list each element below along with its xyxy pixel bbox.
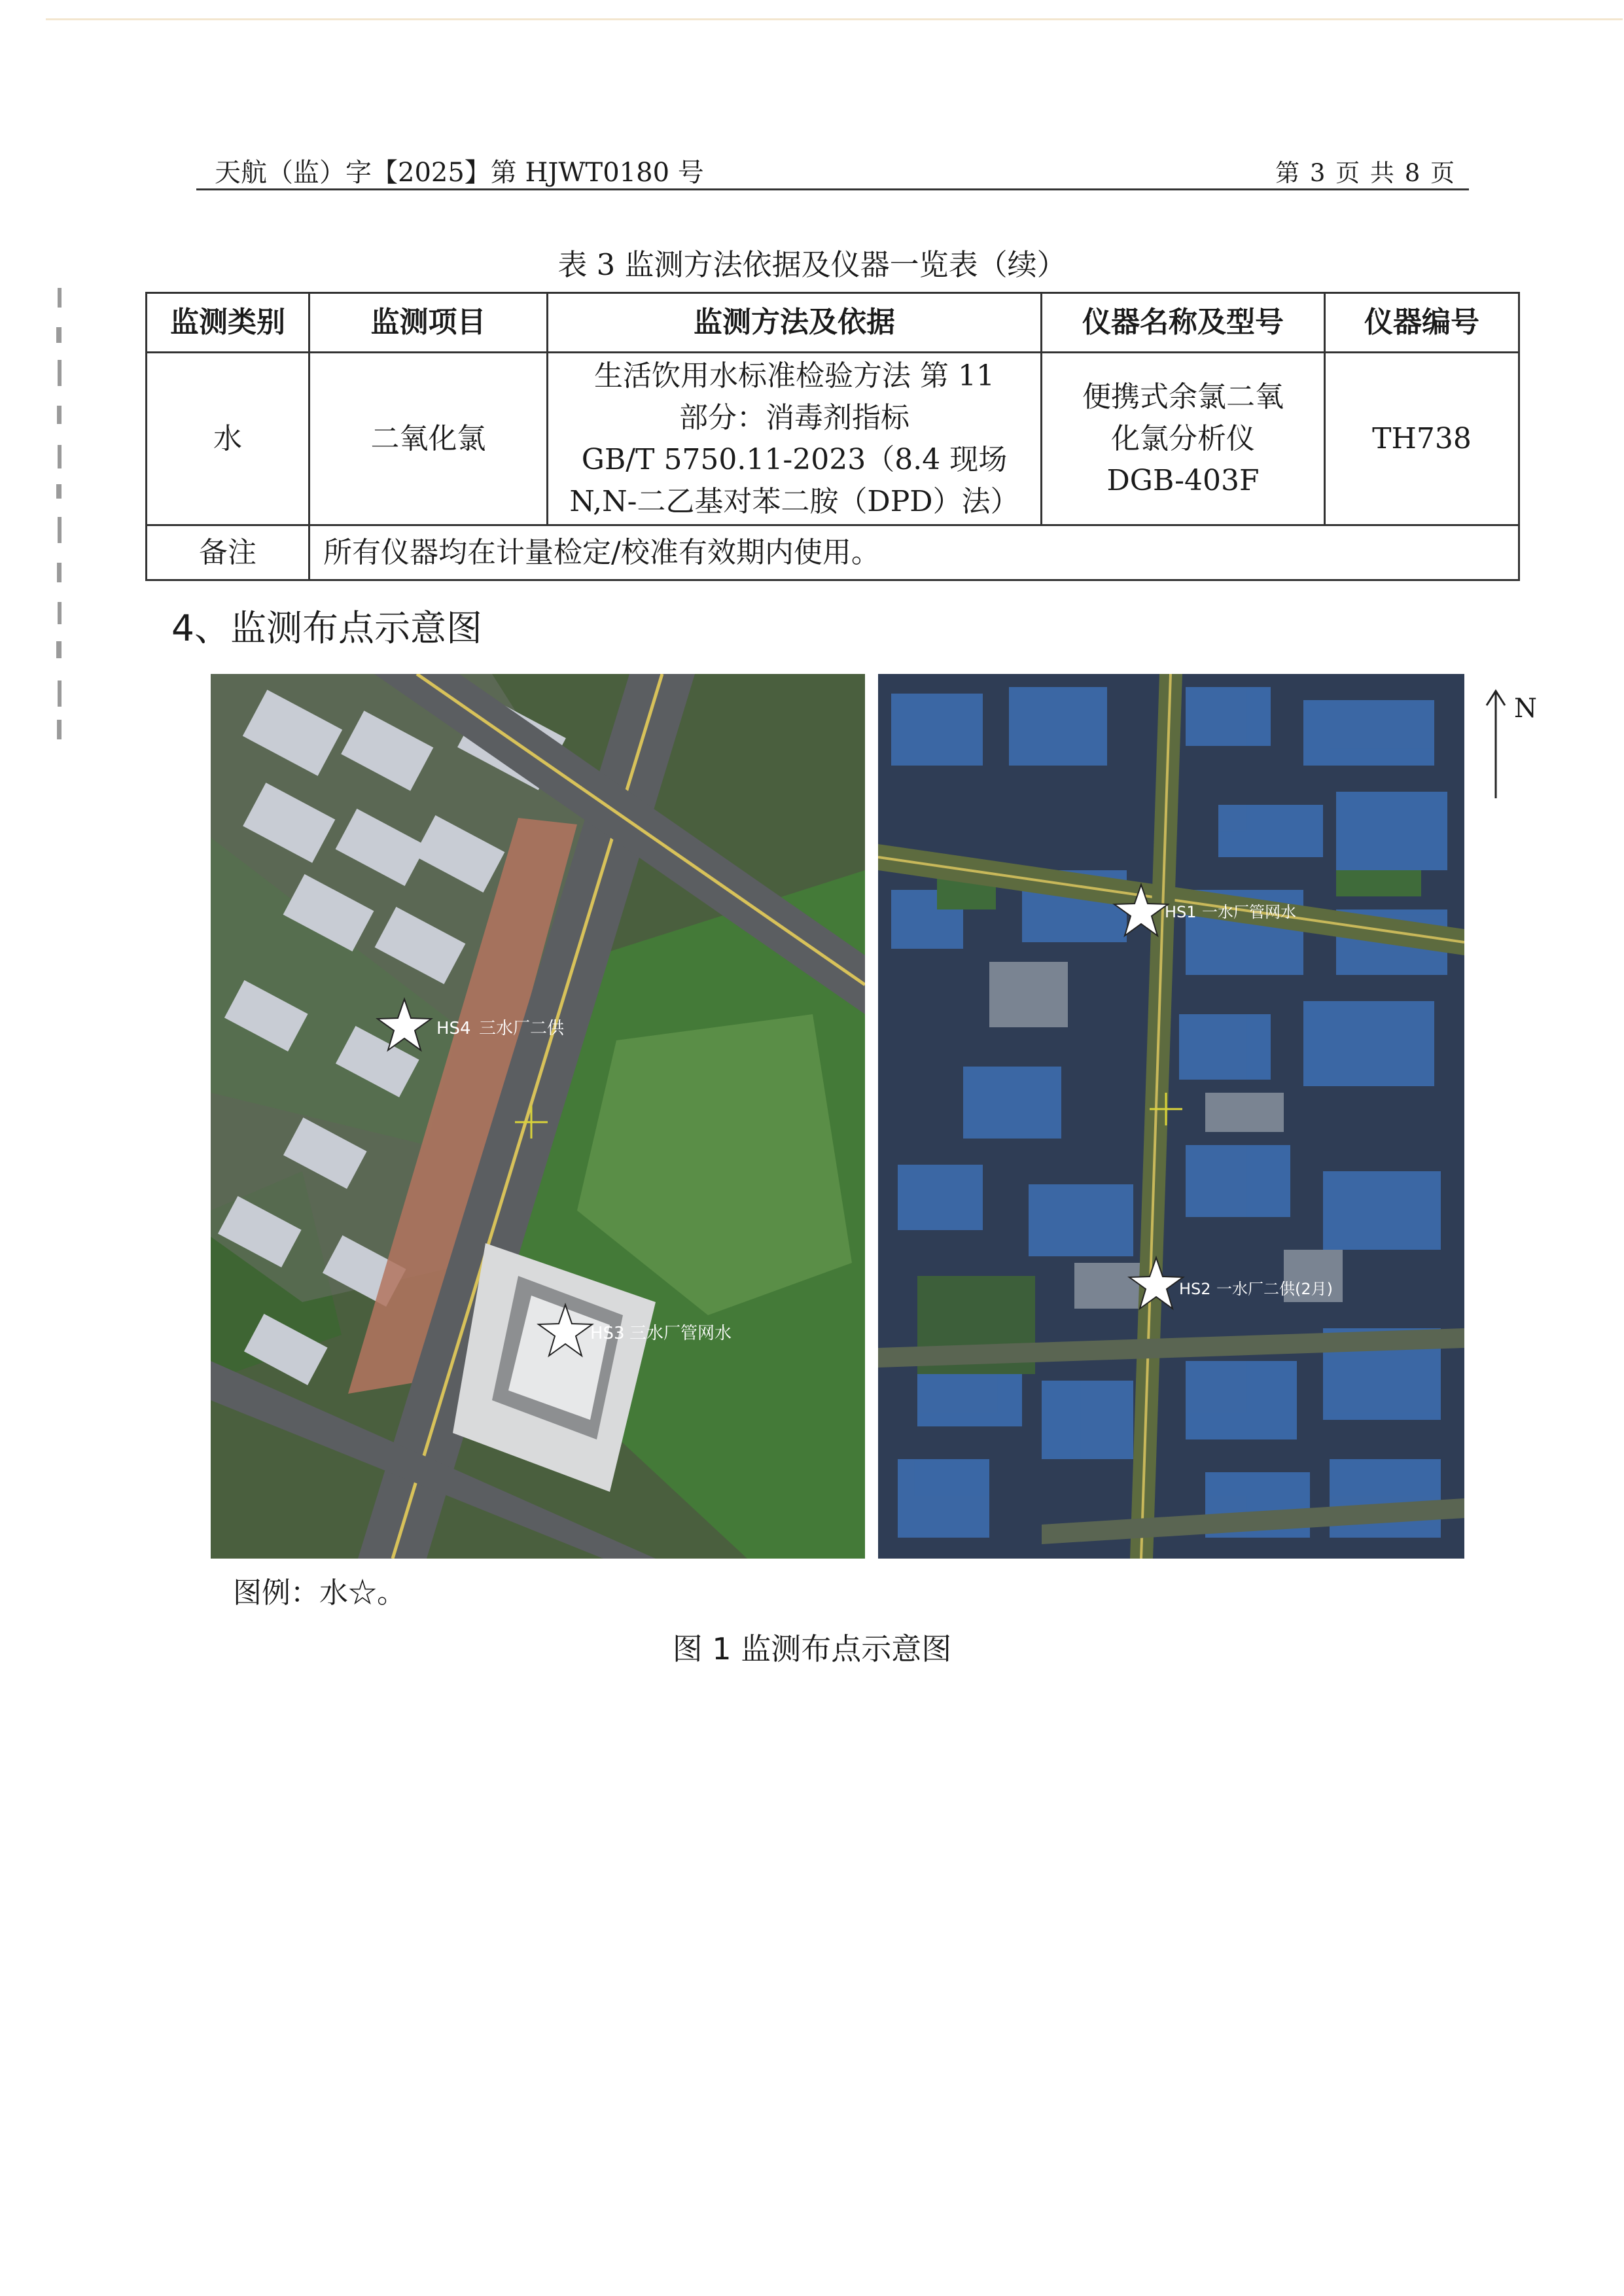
column-header: 监测项目 <box>309 293 548 353</box>
right-satellite-map <box>878 674 1464 1559</box>
instrument-line: 便携式余氯二氧 <box>1082 380 1284 414</box>
hs1-code: HS1 <box>1165 903 1197 921</box>
hs2-label: 一水厂二供(2月) <box>1216 1280 1333 1298</box>
category-cell: 水 <box>147 353 309 525</box>
column-header: 监测方法及依据 <box>548 293 1042 353</box>
section-title: 4、监测布点示意图 <box>171 607 482 649</box>
remark-text: 所有仪器均在计量检定/校准有效期内使用。 <box>309 525 1519 580</box>
column-header: 监测类别 <box>147 293 309 353</box>
page-indicator: 第 3 页 共 8 页 <box>1275 159 1456 187</box>
hs4-code: HS4 <box>436 1019 471 1038</box>
hs1-label: 一水厂管网水 <box>1202 903 1296 921</box>
column-header: 仪器名称及型号 <box>1042 293 1325 353</box>
top-edge-line <box>46 18 1623 20</box>
north-label: N <box>1514 694 1537 724</box>
table-header-row <box>147 293 1519 353</box>
left-satellite-map <box>211 674 865 1559</box>
table-row <box>147 353 1519 525</box>
monitoring-methods-table <box>145 292 1520 581</box>
method-cell <box>548 353 1042 525</box>
document-number: 天航（监）字【2025】第 HJWT0180 号 <box>215 158 704 188</box>
remark-row <box>147 525 1519 580</box>
method-line: GB/T 5750.11-2023（8.4 现场 <box>581 442 1008 476</box>
hs2-code: HS2 <box>1179 1280 1211 1298</box>
instrument-number-cell: TH738 <box>1325 353 1519 525</box>
hs3-code: HS3 <box>590 1324 625 1343</box>
table-caption: 表 3 监测方法依据及仪器一览表（续） <box>557 247 1067 282</box>
hs4-label: 三水厂二供 <box>479 1019 565 1038</box>
hs3-label: 三水厂管网水 <box>629 1324 732 1343</box>
method-line: 生活饮用水标准检验方法 第 11 <box>594 359 995 393</box>
binding-margin-marks <box>51 288 69 746</box>
instrument-line: 化氯分析仪 <box>1111 421 1255 455</box>
north-arrow <box>1483 686 1555 804</box>
north-arrow-icon <box>1483 686 1509 804</box>
page-header <box>196 149 1469 190</box>
method-line: 部分：消毒剂指标 <box>679 400 909 434</box>
item-cell: 二氧化氯 <box>309 353 548 525</box>
instrument-line: DGB-403F <box>1106 463 1260 497</box>
remark-label: 备注 <box>147 525 309 580</box>
instrument-cell <box>1042 353 1325 525</box>
column-header: 仪器编号 <box>1325 293 1519 353</box>
map-legend: 图例：水☆。 <box>233 1576 406 1610</box>
figure-caption: 图 1 监测布点示意图 <box>672 1631 952 1667</box>
method-line: N,N-二乙基对苯二胺（DPD）法） <box>569 484 1019 518</box>
